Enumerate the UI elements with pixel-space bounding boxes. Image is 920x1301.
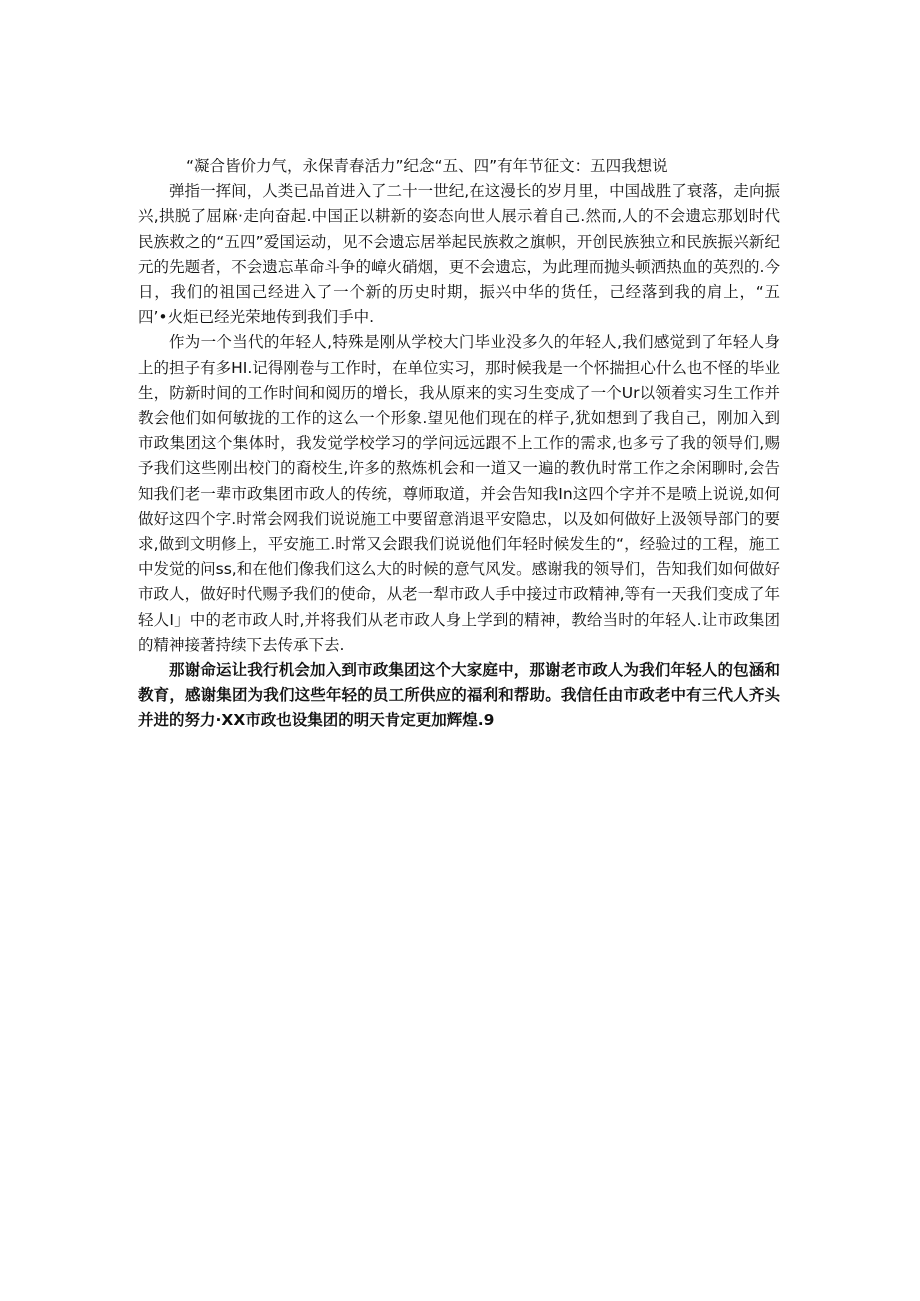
paragraph-2: 作为一个当代的年轻人,特殊是刚从学校大门毕业没多久的年轻人,我们感觉到了年轻人身上的担子有多HI.记得刚卷与工作时，在单位实习，那时候我是一个怀揣担心什么也不怪的毕业生，防新时间的工作时间和阅历的增长，我从原来的实习生变成了一个Ur以领着实习生工作并教会他们如何敏拢的工作的这么一个形象.望见他们现在的样子,犹如想到了我自己，刚加入到市政集团这个集体时，我发觉学校学习的学问远远跟不上工作的需求,也多亏了我的领导们,赐予我们这些刚出校门的裔校生,许多的熬炼机会和一道又一遍的教仇时常工作之余闲聊时,会告知我们老一辈市政集团市政人的传统，尊师取道，并会告知我In这四个字并不是喷上说说,如何做好这四个字.时常会网我们说说施工中要留意消退平安隐忠，以及如何做好上汲领导部门的要求,做到文明修上，平安施工.时常又会跟我们说说他们年轻时候发生的“，经验过的工程，施工中发觉的问ss,和在他们像我们这么大的时候的意气风发。感谢我的领导们，告知我们如何做好市政人，做好时代赐予我们的使命，从老一犁市政人手中接过市政精神,等有一天我们变成了年轻人I」中的老市政人时,并将我们从老市政人身上学到的精神，教给当时的年轻人.让市政集团的精神接著持续下去传承下去. [138,333,780,654]
document-body [138,154,780,734]
paragraph-1: 弹指一挥间，人类已品首进入了二十一世纪,在这漫长的岁月里，中国战胜了衰落，走向振兴,拱脱了屈麻·走向奋起.中国正以耕新的姿态向世人展示着自己.然而,人的不会遗忘那划时代民族救之的“五四”爱国运动，见不会遗忘居举起民族救之旗帜，开创民族独立和民族振兴新纪元的先题者，不会遗忘革命斗争的嶂火硝烟，更不会遗忘，为此理而抛头顿洒热血的英烈的.今日，我们的祖国己经进入了一个新的历史时期，振兴中华的货任，己经落到我的肩上，“五四’•火炬已经光荣地传到我们手中. [138,182,780,327]
document-title: “凝合皆价力气，永保青春活力”纪念“五、四”有年节征文：五四我想说 [186,157,668,175]
paragraph-3: 那谢命运让我行机会加入到市政集团这个大家庭中，那谢老市政人为我们年轻人的包涵和教育，感谢集团为我们这些年轻的员工所供应的福利和帮助。我信任由市政老中有三代人齐头并进的努力·XX市政也设集团的明天肯定更加辉煌.9 [138,661,780,730]
